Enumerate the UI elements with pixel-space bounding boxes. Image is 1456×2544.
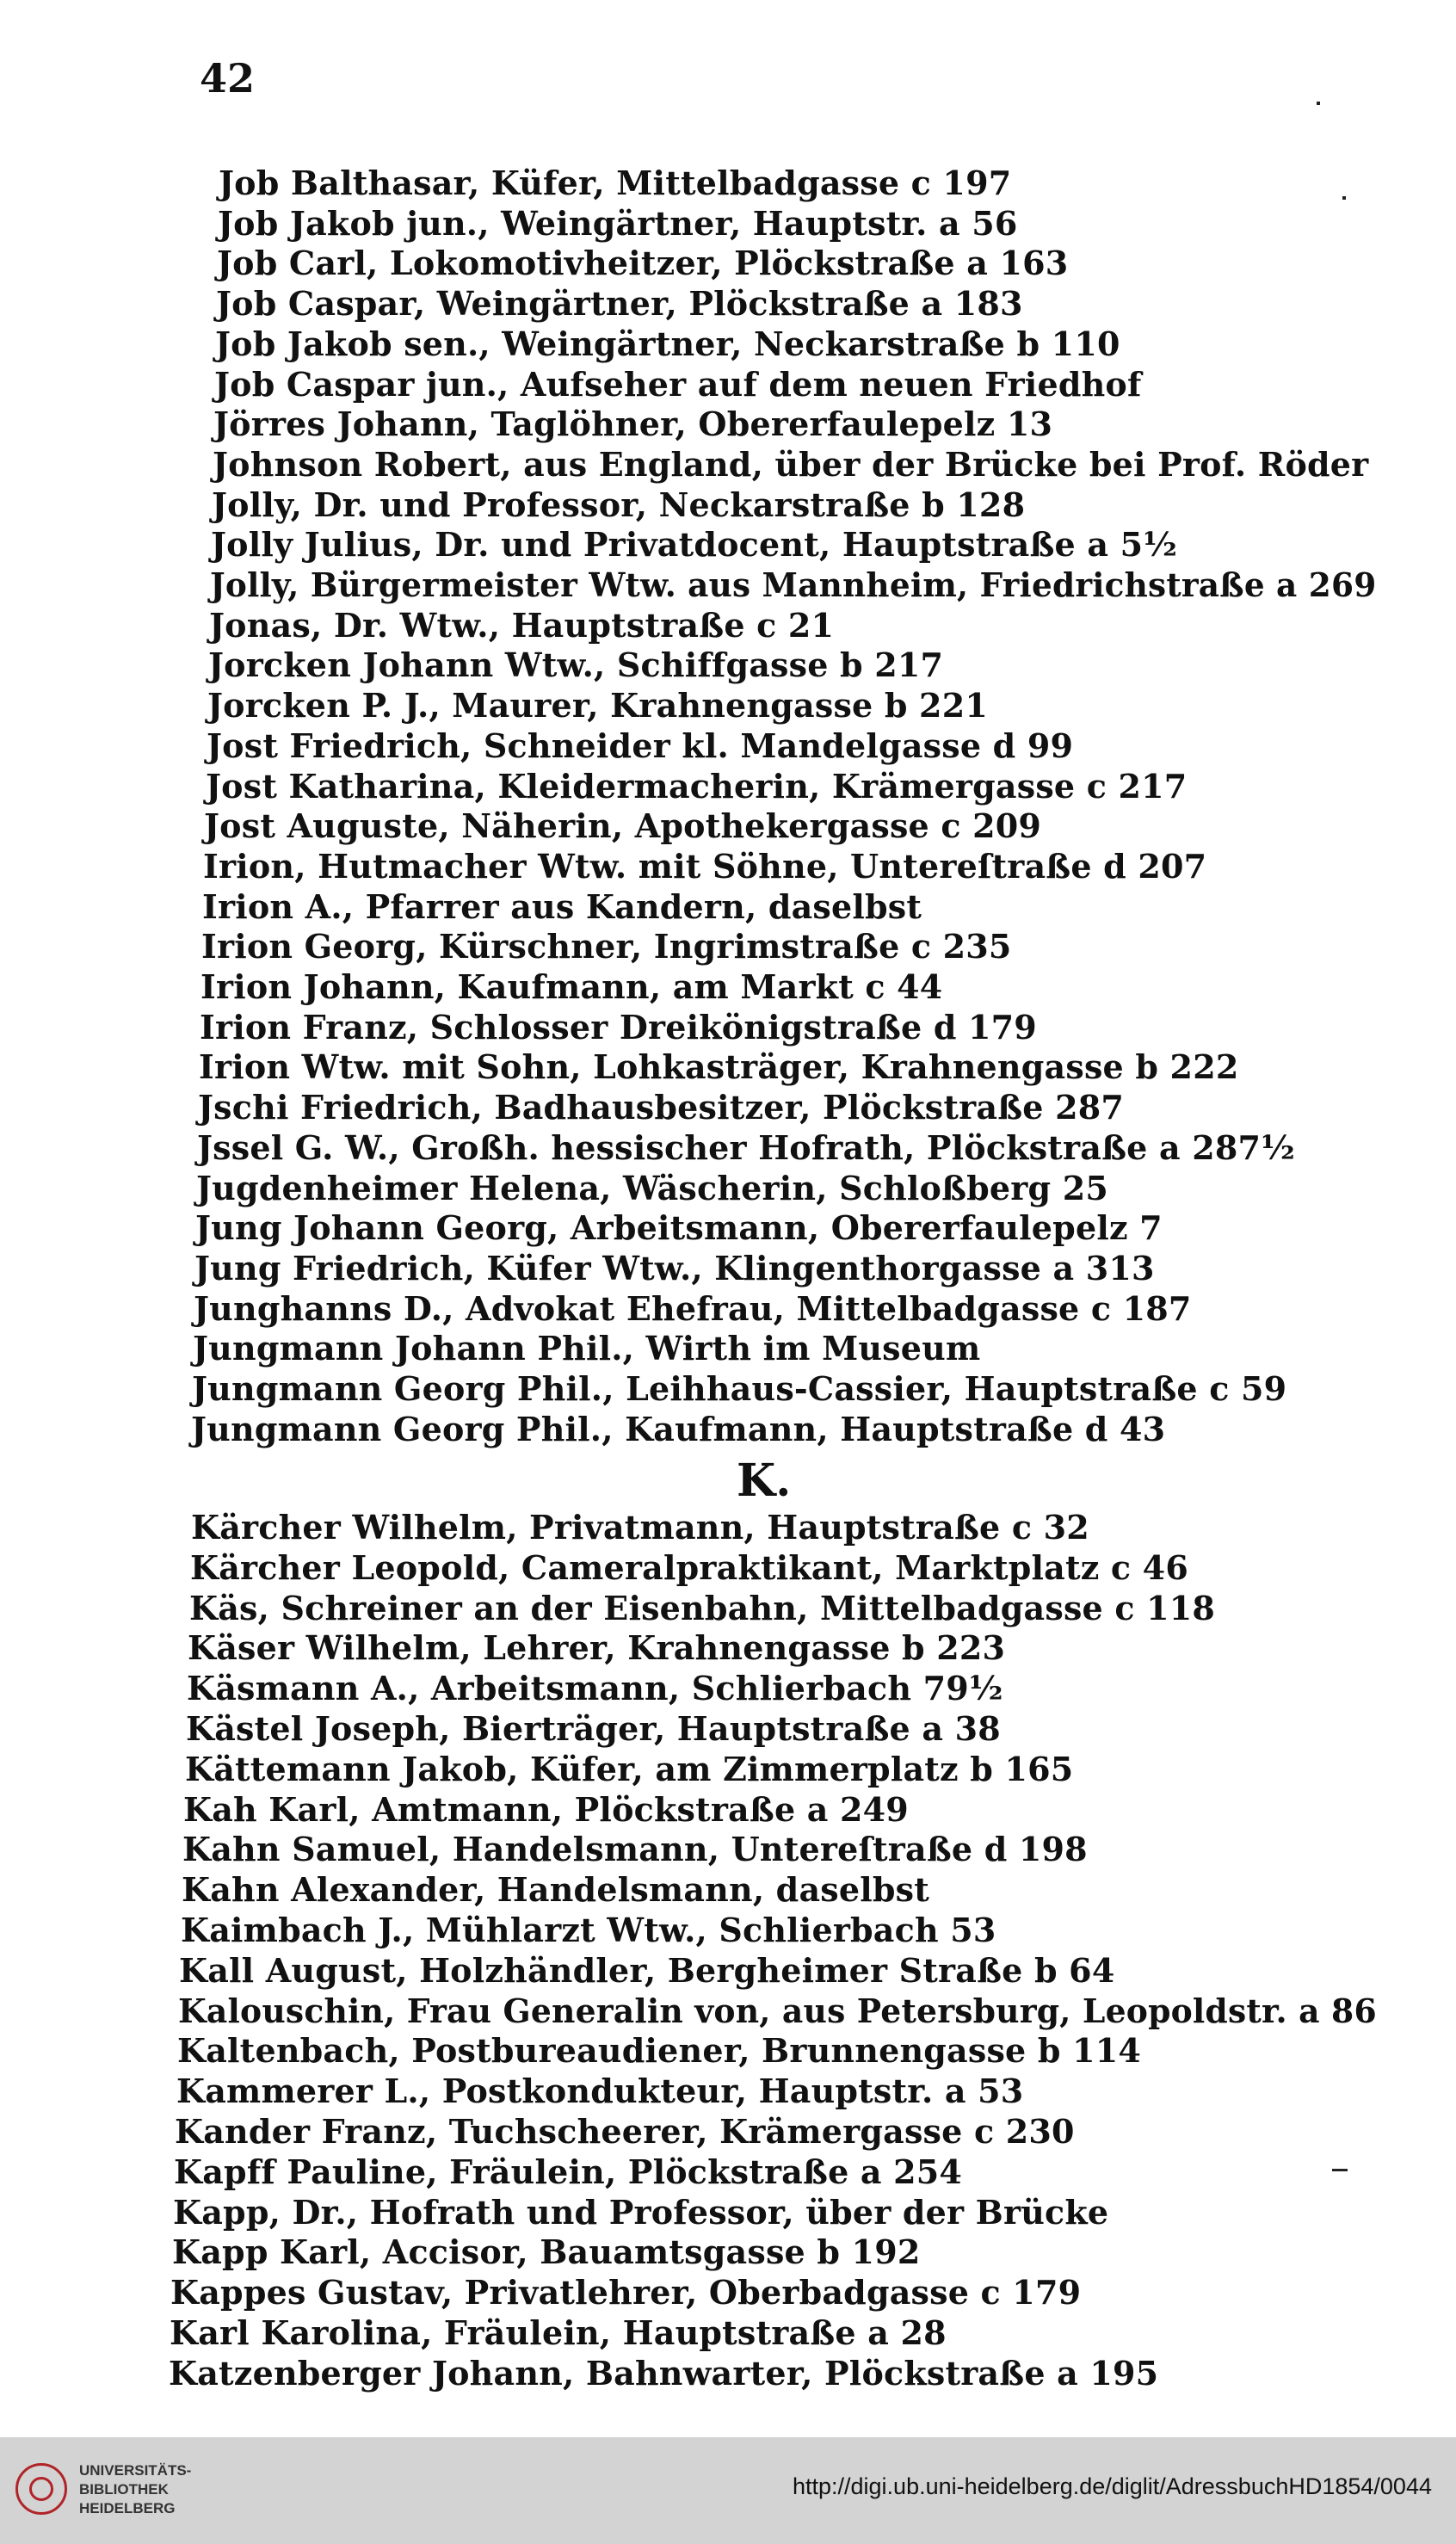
- source-url-link[interactable]: http://digi.ub.uni-heidelberg.de/diglit/AdressbuchHD1854/0044: [792, 2473, 1432, 2499]
- print-speck: [1332, 2169, 1348, 2171]
- directory-entry: Kärcher Leopold, Cameralpraktikant, Marktplatz c 46: [190, 1548, 1188, 1587]
- directory-entry: Kah Karl, Amtmann, Plöckstraße a 249: [183, 1790, 909, 1829]
- directory-entry: Irion Wtw. mit Sohn, Lohkasträger, Krahnengasse b 222: [199, 1047, 1239, 1086]
- directory-entry: Jorcken Johann Wtw., Schiffgasse b 217: [208, 645, 944, 684]
- directory-entry: Jost Auguste, Näherin, Apothekergasse c 209: [204, 806, 1042, 845]
- footer-bar: [0, 2437, 1456, 2544]
- directory-entry: Jonas, Dr. Wtw., Hauptstraße c 21: [209, 606, 835, 645]
- directory-entry: Kammerer L., Postkondukteur, Hauptstr. a 53: [176, 2072, 1024, 2110]
- directory-entry: Kalouschin, Frau Generalin von, aus Petersburg, Leopoldstr. a 86: [178, 1991, 1377, 2030]
- directory-entry: Job Carl, Lokomotivheitzer, Plöckstraße a 163: [217, 244, 1069, 282]
- directory-entry: Kapp Karl, Accisor, Bauamtsgasse b 192: [172, 2232, 921, 2271]
- directory-entry: Job Caspar, Weingärtner, Plöckstraße a 183: [216, 284, 1023, 323]
- logo-line-2: BIBLIOTHEK: [79, 2481, 169, 2498]
- print-speck: [1317, 102, 1320, 105]
- directory-entry: Jung Friedrich, Küfer Wtw., Klingenthorgasse a 313: [194, 1249, 1155, 1287]
- directory-entry: Irion A., Pfarrer aus Kandern, daselbst: [202, 887, 922, 926]
- directory-entry: Kästel Joseph, Bierträger, Hauptstraße a 38: [186, 1709, 1001, 1748]
- directory-entry: Jolly Julius, Dr. und Privatdocent, Hauptstraße a 5½: [211, 525, 1178, 564]
- directory-entry: Irion, Hutmacher Wtw. mit Söhne, Untereſtraße d 207: [203, 847, 1207, 886]
- directory-entry: Kappes Gustav, Privatlehrer, Oberbadgasse c 179: [170, 2273, 1082, 2312]
- page-number: 42: [200, 55, 256, 102]
- directory-entry: Job Caspar jun., Aufseher auf dem neuen Friedhof: [214, 365, 1142, 404]
- directory-entry: Job Jakob sen., Weingärtner, Neckarstraße b 110: [215, 324, 1120, 363]
- library-logo[interactable]: [15, 2458, 205, 2527]
- logo-line-3: HEIDELBERG: [79, 2500, 176, 2516]
- directory-entry: Jungmann Georg Phil., Kaufmann, Hauptstraße d 43: [191, 1410, 1166, 1448]
- directory-entry: Jolly, Dr. und Professor, Neckarstraße b 128: [212, 485, 1026, 524]
- directory-entry: Käs, Schreiner an der Eisenbahn, Mittelbadgasse c 118: [189, 1589, 1216, 1627]
- directory-entry: Kall August, Holzhändler, Bergheimer Straße b 64: [179, 1951, 1115, 1990]
- directory-entry: Kapff Pauline, Fräulein, Plöckstraße a 254: [174, 2152, 963, 2191]
- directory-entry: Karl Karolina, Fräulein, Hauptstraße a 28: [170, 2313, 947, 2352]
- directory-entry: Irion Johann, Kaufmann, am Markt c 44: [201, 967, 943, 1006]
- logo-line-1: UNIVERSITÄTS-: [79, 2462, 192, 2479]
- directory-entry: Jorcken P. J., Maurer, Krahnengasse b 221: [207, 686, 988, 725]
- print-speck: [1342, 196, 1346, 200]
- directory-entry: Kahn Samuel, Handelsmann, Untereſtraße d 198: [182, 1830, 1088, 1868]
- directory-entry: Käser Wilhelm, Lehrer, Krahnengasse b 223: [188, 1628, 1006, 1667]
- directory-entry: Job Jakob jun., Weingärtner, Hauptstr. a 56: [218, 204, 1018, 243]
- library-logo-text: [79, 2461, 191, 2518]
- directory-entry: Kättemann Jakob, Küfer, am Zimmerplatz b 165: [185, 1750, 1074, 1788]
- directory-entry: Jungmann Johann Phil., Wirth im Museum: [193, 1329, 981, 1368]
- directory-entry: Jörres Johann, Taglöhner, Obererfaulepelz 13: [213, 404, 1053, 443]
- directory-entry: Jolly, Bürgermeister Wtw. aus Mannheim, Friedrichstraße a 269: [210, 565, 1377, 604]
- directory-entry: Jungmann Georg Phil., Leihhaus-Cassier, Hauptstraße c 59: [192, 1369, 1287, 1408]
- directory-entry: Irion Georg, Kürschner, Ingrimstraße c 235: [201, 927, 1012, 966]
- directory-entry: Kärcher Wilhelm, Privatmann, Hauptstraße c 32: [191, 1508, 1089, 1547]
- directory-entry: Kander Franz, Tuchscheerer, Krämergasse c 230: [175, 2112, 1075, 2151]
- directory-entry: Käsmann A., Arbeitsmann, Schlierbach 79½: [187, 1669, 1003, 1707]
- section-heading: K.: [737, 1454, 792, 1507]
- directory-entry: Kapp, Dr., Hofrath und Professor, über der Brücke: [173, 2193, 1109, 2232]
- directory-entry: Kaltenbach, Postbureaudiener, Brunnengasse b 114: [177, 2031, 1141, 2070]
- directory-entry: Kahn Alexander, Handelsmann, daselbst: [182, 1870, 929, 1909]
- library-seal-icon: [15, 2463, 67, 2515]
- directory-entry: Irion Franz, Schlosser Dreikönigstraße d 179: [200, 1008, 1037, 1047]
- directory-entry: Kaimbach J., Mühlarzt Wtw., Schlierbach 53: [181, 1911, 996, 1949]
- directory-entry: Job Balthasar, Küfer, Mittelbadgasse c 197: [219, 164, 1012, 202]
- directory-entry: Katzenberger Johann, Bahnwarter, Plöckstraße a 195: [169, 2354, 1159, 2393]
- directory-entry: Jugdenheimer Helena, Wäscherin, Schloßberg 25: [196, 1169, 1109, 1207]
- directory-entry: Jssel G. W., Großh. hessischer Hofrath, Plöckstraße a 287½: [197, 1128, 1295, 1167]
- directory-entry: Jost Friedrich, Schneider kl. Mandelgasse d 99: [207, 726, 1074, 765]
- directory-entry: Jost Katharina, Kleidermacherin, Krämergasse c 217: [206, 767, 1188, 806]
- directory-entry: Johnson Robert, aus England, über der Brücke bei Prof. Röder: [213, 445, 1369, 484]
- directory-entry: Jung Johann Georg, Arbeitsmann, Obererfaulepelz 7: [195, 1208, 1163, 1247]
- directory-entry: Jschi Friedrich, Badhausbesitzer, Plöckstraße 287: [198, 1088, 1124, 1127]
- directory-entry: Junghanns D., Advokat Ehefrau, Mittelbadgasse c 187: [194, 1289, 1192, 1328]
